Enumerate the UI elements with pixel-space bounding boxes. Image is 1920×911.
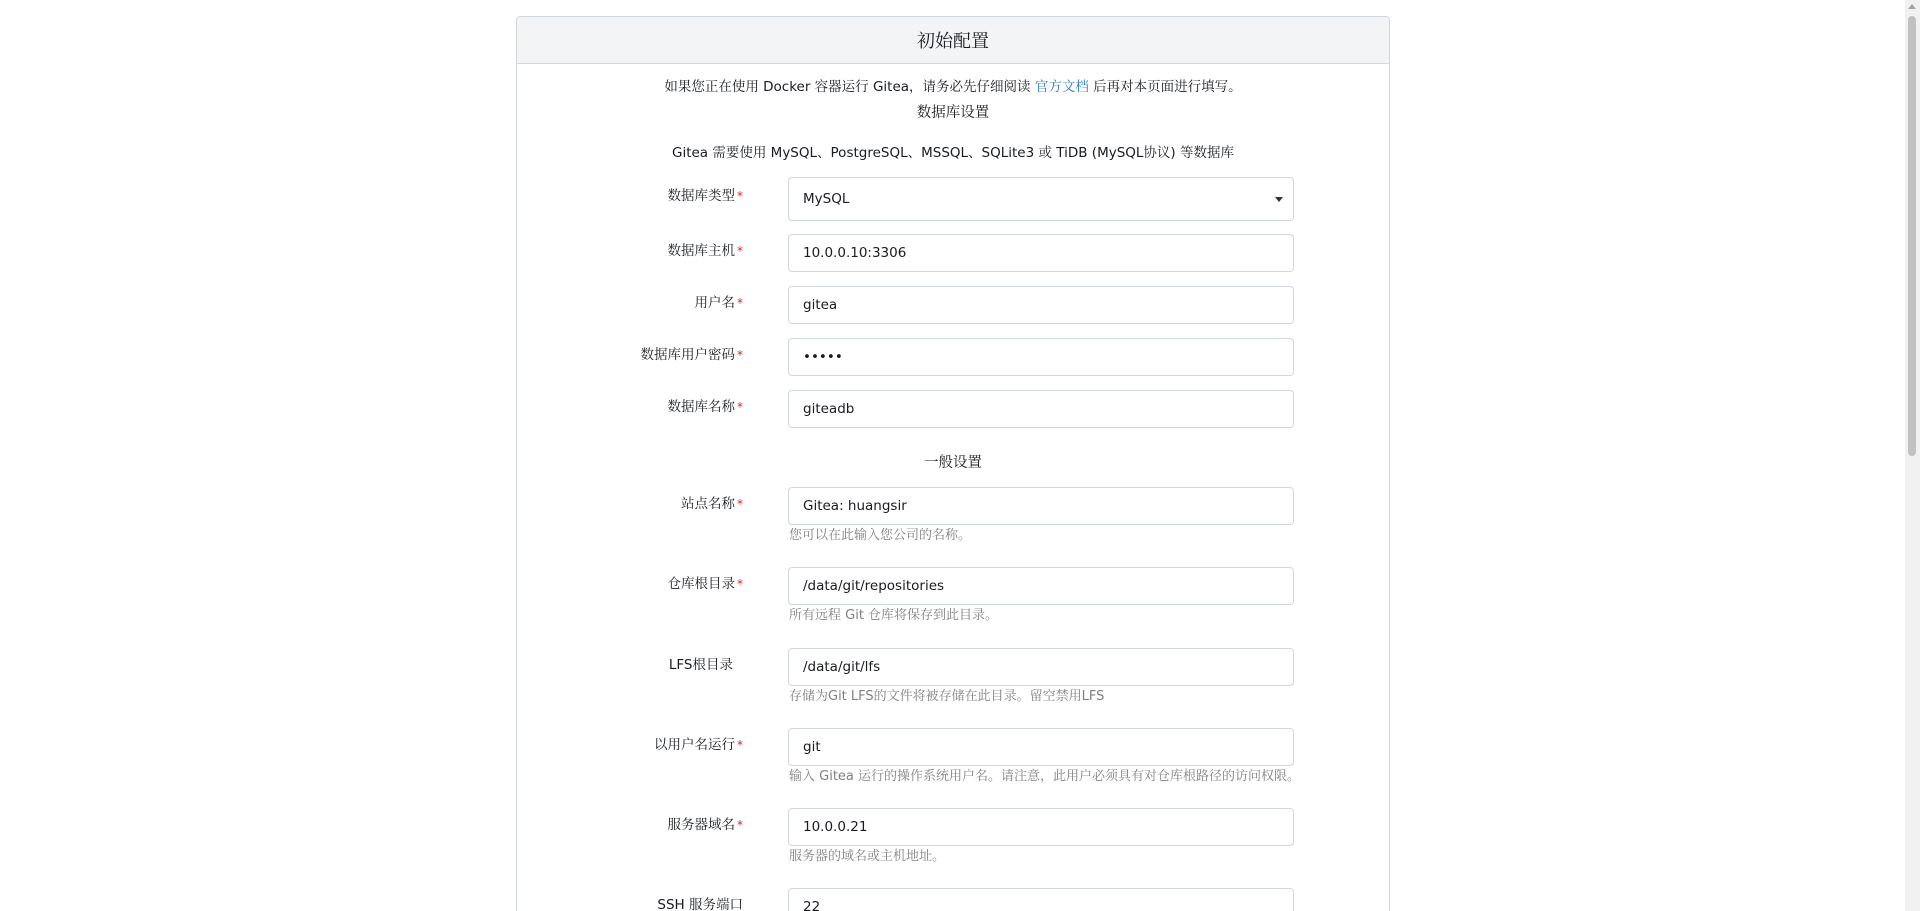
repo-root-help: 所有远程 Git 仓库将保存到此目录。 xyxy=(789,608,999,623)
site-name-label: 站点名称 * xyxy=(681,496,743,512)
dropdown-icon xyxy=(1275,197,1283,202)
database-section-title: 数据库设置 xyxy=(916,105,990,121)
database-description: Gitea 需要使用 MySQL、PostgreSQL、MSSQL、SQLite3 或 TiDB (MySQL协议) 等数据库 xyxy=(672,145,1234,161)
db-name-input[interactable]: giteadb xyxy=(788,390,1294,428)
docker-notice: 如果您正在使用 Docker 容器运行 Gitea，请务必先仔细阅读 官方文档 后再对本页面进行填写。 xyxy=(664,79,1242,95)
lfs-root-input[interactable]: /data/git/lfs xyxy=(788,648,1294,686)
db-user-label: 用户名 * xyxy=(694,295,743,311)
lfs-root-help: 存储为Git LFS的文件将被存储在此目录。留空禁用LFS xyxy=(789,689,1105,704)
db-host-input[interactable]: 10.0.0.10:3306 xyxy=(788,234,1294,272)
db-user-input[interactable]: gitea xyxy=(788,286,1294,324)
ssh-port-label: SSH 服务端口 xyxy=(657,897,743,911)
scroll-up-icon[interactable] xyxy=(1908,4,1916,9)
domain-help: 服务器的域名或主机地址。 xyxy=(789,849,946,864)
domain-input[interactable]: 10.0.0.21 xyxy=(788,808,1294,846)
ssh-port-input[interactable]: 22 xyxy=(788,888,1294,911)
db-name-label: 数据库名称 * xyxy=(667,399,743,415)
official-docs-link[interactable]: 官方文档 xyxy=(1034,79,1089,95)
db-type-label: 数据库类型 * xyxy=(667,188,743,204)
run-user-label: 以用户名运行 * xyxy=(654,737,743,753)
db-password-label: 数据库用户密码 * xyxy=(640,347,743,363)
page-scrollbar[interactable] xyxy=(1905,0,1920,911)
run-user-input[interactable]: git xyxy=(788,728,1294,766)
page-title: 初始配置 xyxy=(517,17,1389,64)
install-form-card xyxy=(516,16,1390,911)
general-section-title: 一般设置 xyxy=(924,455,982,471)
run-user-help: 输入 Gitea 运行的操作系统用户名。请注意，此用户必须具有对仓库根路径的访问权限。 xyxy=(789,769,1301,784)
scroll-thumb[interactable] xyxy=(1908,16,1916,456)
site-name-input[interactable]: Gitea: huangsir xyxy=(788,487,1294,525)
db-type-select[interactable]: MySQL xyxy=(788,177,1294,221)
domain-label: 服务器域名 * xyxy=(667,817,743,833)
site-name-help: 您可以在此输入您公司的名称。 xyxy=(789,528,972,543)
db-password-input[interactable]: ••••• xyxy=(788,338,1294,376)
db-host-label: 数据库主机 * xyxy=(667,243,743,259)
lfs-root-label: LFS根目录 xyxy=(668,657,733,673)
repo-root-label: 仓库根目录 * xyxy=(667,576,743,592)
repo-root-input[interactable]: /data/git/repositories xyxy=(788,567,1294,605)
